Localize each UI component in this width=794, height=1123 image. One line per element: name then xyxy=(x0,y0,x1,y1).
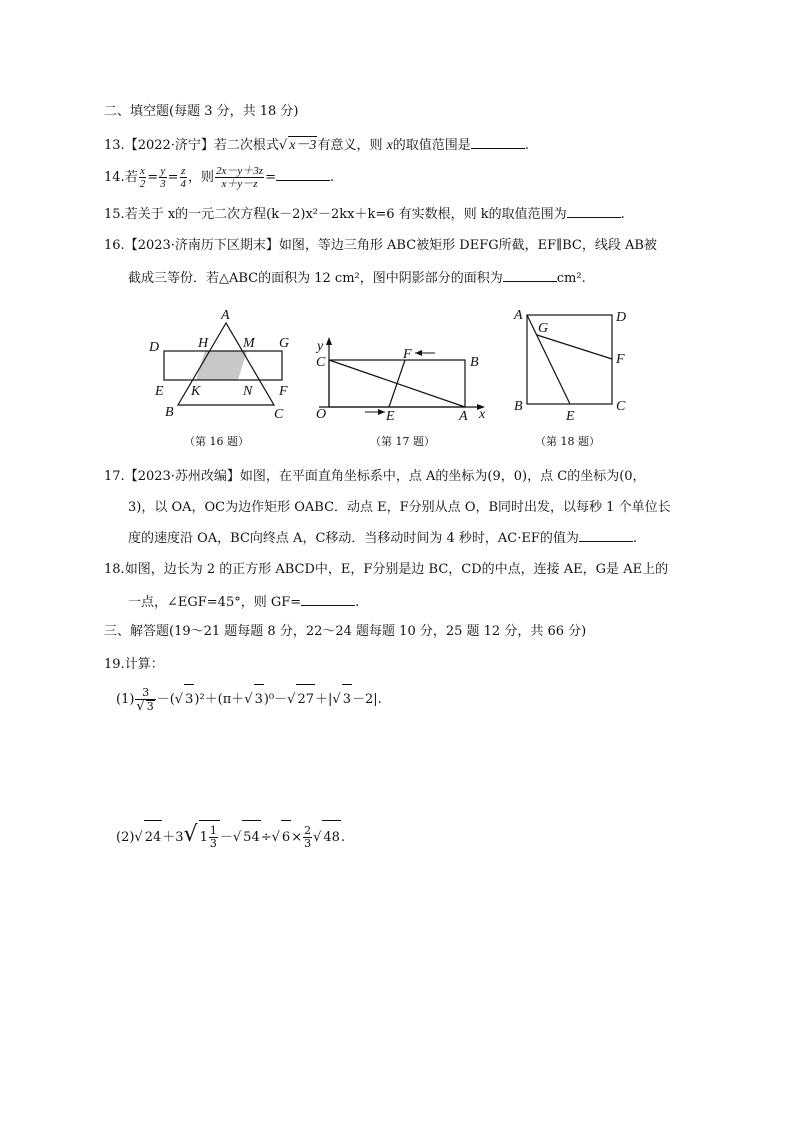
q18-text1: 如图，边长为 2 的正方形 ABCD中，E，F分别是边 BC，CD的中点，连接 AE，G是 AE上的 xyxy=(124,562,669,577)
label-y: y xyxy=(317,339,324,354)
answer-blank[interactable] xyxy=(301,593,355,606)
label-c: C xyxy=(274,407,284,422)
q16-text2: 截成三等份．若△ABC的面积为 12 cm²，图中阴影部分的面积为 xyxy=(128,271,503,286)
fraction-y-3: $\frac{y}{3}$ xyxy=(160,165,166,190)
q15-num: 15. xyxy=(104,207,125,222)
q16-source: 【2023·济南历下区期末】 xyxy=(124,238,279,253)
q13-radicand: x－3 xyxy=(289,138,317,153)
q14-num: 14. xyxy=(104,170,125,185)
q14-text2: ，则 xyxy=(188,170,215,185)
sqrt-sign-icon: √ xyxy=(271,830,280,845)
sqrt-sign-icon: √ xyxy=(174,692,184,707)
q15-text: 若关于 x的一元二次方程(k－2)x²－2kx＋k=6 有实数根，则 k的取值范围为 xyxy=(124,207,567,222)
right-arrow-icon xyxy=(378,409,385,415)
sqrt-sign-icon: √ xyxy=(232,830,242,845)
label-d: D xyxy=(616,310,627,325)
question-13 xyxy=(104,136,529,155)
segment-gf xyxy=(537,335,612,359)
label-f: F xyxy=(616,352,625,367)
q17-end: . xyxy=(632,531,638,546)
sqrt-sign-icon: √ xyxy=(332,692,341,707)
label-x: x xyxy=(479,407,486,422)
question-16-line-1 xyxy=(104,237,657,255)
fraction-3-over-sqrt3: $\frac{3}{√ 3}$ xyxy=(136,685,154,714)
segment-ef xyxy=(389,360,405,407)
q14-text1: 若 xyxy=(124,170,138,185)
question-14 xyxy=(104,165,334,191)
left-arrow-icon xyxy=(415,350,422,356)
question-19 xyxy=(104,656,164,674)
question-18-line-1 xyxy=(104,561,668,579)
question-19-part-2: (2)√ 24＋3√ 1 $\frac{1}{3}$ －√ 54÷√ 6× $\frac{2}{3}$ √ 48. xyxy=(116,818,345,855)
question-16-line-2 xyxy=(128,269,586,288)
label-g: G xyxy=(279,336,290,351)
label-b: B xyxy=(165,405,174,420)
fraction-2-3: $\frac{2}{3}$ xyxy=(304,824,312,850)
label-k: K xyxy=(191,384,201,399)
label-h: H xyxy=(198,336,209,351)
sqrt-sign-icon: √ xyxy=(134,830,143,845)
section-2-title: 二、填空题(每题 3 分，共 18 分) xyxy=(104,104,299,119)
question-15 xyxy=(104,205,625,224)
q16-num: 16. xyxy=(104,238,125,253)
q17-text3: 度的速度沿 OA，BC向终点 A，C移动．当移动时间为 4 秒时，AC·EF的值为 xyxy=(128,531,579,546)
sqrt-sign-icon: √ xyxy=(244,692,253,707)
q13-text1: 若二次根式 xyxy=(213,138,279,153)
q16-unit: cm². xyxy=(556,271,586,286)
label-c: C xyxy=(316,355,326,370)
figure-17 xyxy=(305,300,500,450)
q17-num: 17. xyxy=(104,469,125,484)
sqrt-sign-icon: √ xyxy=(313,830,322,845)
answer-blank[interactable] xyxy=(276,168,330,181)
figure-18 xyxy=(505,300,640,450)
label-f: F xyxy=(279,384,288,399)
question-17-line-2: 3)，以 OA，OC为边作矩形 OABC．动点 E，F分别从点 O，B同时出发，以每秒 1 个单位长 xyxy=(128,500,671,515)
label-a: A xyxy=(459,409,468,424)
label-n: N xyxy=(243,384,253,399)
label-a: A xyxy=(221,308,230,323)
label-e: E xyxy=(386,409,395,424)
answer-blank[interactable] xyxy=(579,529,633,542)
answer-blank[interactable] xyxy=(471,136,525,149)
q14-end: . xyxy=(329,170,335,185)
q13-text2: 有意义，则 xyxy=(317,138,387,153)
part-2-label: (2) xyxy=(116,830,135,845)
sqrt-sign-icon: √ xyxy=(287,692,296,707)
label-c: C xyxy=(616,399,626,414)
caption-16: （第 16 题） xyxy=(184,435,249,448)
answer-blank[interactable] xyxy=(567,205,621,218)
question-17-line-3 xyxy=(128,529,637,548)
q15-end: . xyxy=(620,207,625,222)
question-18-line-2 xyxy=(128,593,359,612)
q13-var: x xyxy=(386,138,393,153)
q17-source: 【2023·苏州改编】 xyxy=(124,469,240,484)
label-f: F xyxy=(403,347,412,362)
q19-text: 计算： xyxy=(124,657,164,672)
fraction-z-4: $\frac{z}{4}$ xyxy=(180,165,187,190)
label-o: O xyxy=(316,407,327,422)
label-m: M xyxy=(243,336,255,351)
mixed-number-radicand: 1 $\frac{1}{3}$ xyxy=(199,820,220,855)
q17-text1: 如图，在平面直角坐标系中，点 A的坐标为(9，0)，点 C的坐标为(0， xyxy=(239,469,646,484)
sqrt-sign-icon: √ xyxy=(278,138,288,153)
answer-blank[interactable] xyxy=(503,269,557,282)
q18-end: . xyxy=(355,595,360,610)
caption-18: （第 18 题） xyxy=(535,435,600,448)
fraction-expression: $\frac{2x-y+3z}{x+y-z}$ xyxy=(216,165,264,190)
q19-num: 19. xyxy=(104,657,125,672)
q13-text3: 的取值范围是 xyxy=(392,138,471,153)
question-19-part-1: (1) $\frac{3}{√ 3}$ －(√ 3)²＋(π＋√ 3)⁰－√ 27＋|√ 3－2|. xyxy=(116,685,382,714)
label-b: B xyxy=(470,355,479,370)
segment-ae xyxy=(527,315,570,404)
q13-source: 【2022·济宁】 xyxy=(124,138,214,153)
label-a: A xyxy=(514,308,523,323)
fraction-x-2: $\frac{x}{2}$ xyxy=(139,165,146,190)
q16-text1: 如图，等边三角形 ABC被矩形 DEFG所截，EF∥BC，线段 AB被 xyxy=(278,238,657,253)
figure-16 xyxy=(140,300,300,450)
label-b: B xyxy=(514,399,523,414)
question-17-line-1 xyxy=(104,468,646,486)
equals-sign: = xyxy=(147,170,159,185)
shaded-region xyxy=(196,351,247,380)
section-3-title: 三、解答题(19～21 题每题 8 分，22～24 题每题 10 分，25 题 12 分，共 66 分) xyxy=(104,624,587,639)
q13-end: . xyxy=(524,138,529,153)
q18-num: 18. xyxy=(104,562,125,577)
part-1-label: (1) xyxy=(116,692,135,707)
label-e: E xyxy=(566,409,575,424)
equals-sign: = xyxy=(167,170,179,185)
equals-sign: = xyxy=(265,170,276,185)
sqrt-sign-icon: √ xyxy=(183,822,198,847)
caption-17: （第 17 题） xyxy=(370,435,435,448)
q13-num: 13. xyxy=(104,138,125,153)
y-axis-arrow-icon xyxy=(326,337,332,345)
label-e: E xyxy=(155,384,164,399)
q18-text2: 一点，∠EGF=45°，则 GF= xyxy=(128,595,302,610)
label-d: D xyxy=(149,340,160,355)
label-g: G xyxy=(538,321,549,336)
